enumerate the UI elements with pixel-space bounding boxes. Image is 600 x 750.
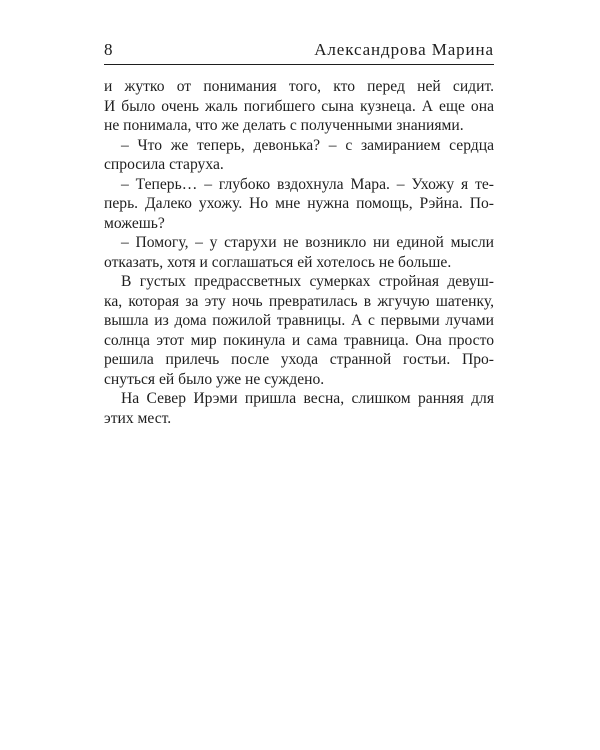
- page-header: [104, 40, 494, 65]
- text-line: перь. Далеко ухожу. Но мне нужна помощь, Рэйна. По-: [104, 195, 494, 212]
- text-line: – Что же теперь, девонька? – с замиранием сердца: [121, 136, 494, 154]
- text-line: решила прилечь после ухода странной гостьи. Про-: [104, 351, 494, 368]
- running-title: Александрова Марина: [314, 40, 494, 59]
- text-line: ка, которая за эту ночь превратилась в жгучую шатенку,: [104, 292, 494, 310]
- text-line: отказать, хотя и соглашаться ей хотелось не больше.: [104, 253, 452, 271]
- page-number: 8: [104, 40, 113, 59]
- text-line: На Север Ирэми пришла весна, слишком ранняя для: [121, 390, 494, 407]
- paragraph-5: [104, 272, 494, 389]
- text-line: спросила старуха.: [104, 156, 224, 173]
- text-line: – Теперь… – глубоко вздохнула Мара. – Ухожу я те-: [121, 175, 494, 193]
- paragraph-6: [104, 389, 494, 428]
- text-line: не понимала, что же делать с полученными знаниями.: [104, 117, 464, 134]
- text-line: В густых предрассветных сумерках стройная девуш-: [121, 273, 494, 290]
- body-text: [104, 77, 494, 428]
- text-line: – Помогу, – у старухи не возникло ни единой мысли: [121, 234, 494, 251]
- text-line: этих мест.: [104, 409, 172, 427]
- text-line: И было очень жаль погибшего сына кузнеца. А еще она: [104, 97, 494, 115]
- paragraph-1: [104, 77, 494, 136]
- paragraph-4: [104, 233, 494, 272]
- text-line: и жутко от понимания того, кто перед ней сидит.: [104, 78, 494, 95]
- text-line: снуться ей было уже не суждено.: [104, 370, 325, 388]
- paragraph-3: [104, 175, 494, 234]
- paragraph-2: [104, 136, 494, 175]
- text-line: вышла из дома пожилой травницы. А с первыми лучами: [104, 312, 494, 329]
- text-line: солнца этот мир покинула и сама травница. Она просто: [104, 331, 494, 349]
- text-line: можешь?: [104, 214, 165, 232]
